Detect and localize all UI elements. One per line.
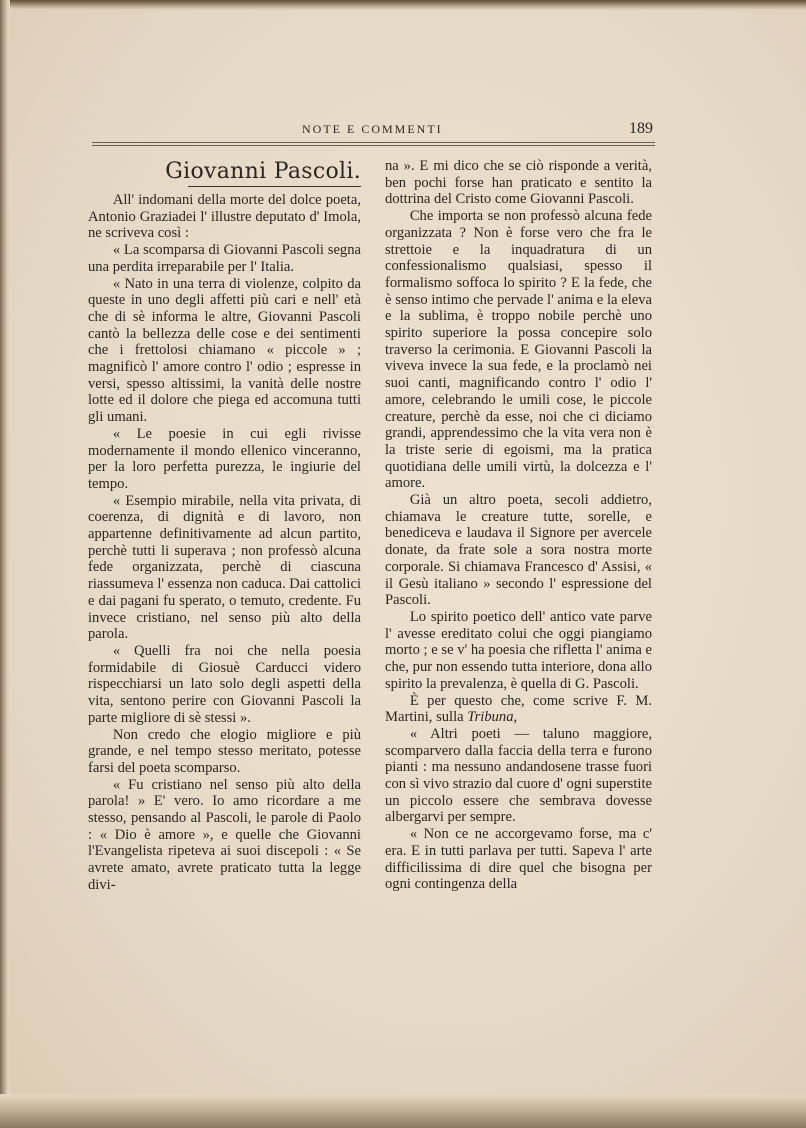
paragraph: All' indomani della morte del dolce poeta, Antonio Graziadei l' illustre deputato d' Imola, ne scriveva così : [88, 192, 361, 242]
article-heading: Giovanni Pascoli. [165, 159, 361, 184]
paragraph: Lo spirito poetico dell' antico vate parve l' avesse ereditato colui che oggi piangiamo morto ; e se v' ha poesia che rifletta l' anima e che, pur non essendo tutta interiore, dona allo spirito la prevalenza, è quella di G. Pascoli. [385, 608, 652, 692]
heading-rule [188, 186, 361, 187]
running-head [92, 116, 655, 146]
martini-intro-paragraph [385, 693, 652, 726]
page-left-edge [0, 0, 10, 1128]
page-top-edge [0, 0, 806, 10]
header-rule-double [92, 145, 655, 146]
paragraph: « Le poesie in cui egli rivisse modernamente il mondo ellenico vinceranno, per la loro perfetta purezza, le ingiurie del tempo. [88, 425, 361, 492]
paragraph: « Esempio mirabile, nella vita privata, di coerenza, di dignità e di lavoro, non appartenne definitivamente ad alcun partito, perchè tutti li superava ; non professò alcuna fede organizzata, perchè di ciascuna riassumeva l' essenza non caduca. Dai cattolici e dai pagani fu sperato, o temuto, credente. Fu invece cristiano, nel senso più alto della parola. [88, 492, 361, 643]
martini-intro-comma: , [513, 709, 518, 726]
page-bottom-edge [0, 1094, 806, 1128]
paragraph: « Altri poeti — taluno maggiore, scomparvero dalla faccia della terra e furono pianti : ma nessuno andandosene trasse fuori con sì vivo strazio dal cuore d' ogni superstite un piccolo essere che sembrava dovesse albergarvi per sempre. [385, 725, 652, 826]
paragraph: « Fu cristiano nel senso più alto della parola! » E' vero. Io amo ricordare a me stesso, pensando al Pascoli, le parole di Paolo : « Dio è amore », e quelle che Giovanni l'Evangelista ripeteva ai suoi discepoli : « Se avrete amato, avrete praticato tutta la legge divi- [88, 776, 361, 893]
running-head-title: NOTE E COMMENTI [302, 122, 443, 136]
left-column [88, 158, 361, 894]
page-number: 189 [629, 120, 653, 137]
paragraph: « Non ce ne accorgevamo forse, ma c' era. E in tutti parlava per tutti. Sapeva l' arte difficilissima di dire quel che bisogna per ogni contingenza della [385, 826, 652, 893]
paragraph: « Nato in una terra di violenze, colpito da queste in uno degli affetti più cari e nell' età che di sè informa le altre, Giovanni Pascoli cantò la bellezza delle cose e dei sentimenti che i frettolosi chiamano « piccole » ; magnificò l' amore contro l' odio ; espresse in versi, spesso altissimi, la vanità delle nostre lotte ed il dolore che piega ed accomuna tutti gli umani. [88, 275, 361, 426]
paragraph: Già un altro poeta, secoli addietro, chiamava le creature tutte, sorelle, e benediceva e laudava il Signore per avercele donate, da frate sole a sora nostra morte corporale. Si chiamava Francesco d' Assisi, « il Gesù italiano » secondo l' espressione del Pascoli. [385, 492, 652, 609]
martini-intro-text: È per questo che, come scrive F. M. Martini, sulla [385, 692, 652, 726]
paragraph: « La scomparsa di Giovanni Pascoli segna una perdita irreparabile per l' Italia. [88, 242, 361, 275]
tribuna-title: Tribuna [467, 709, 514, 726]
paragraph: « Quelli fra noi che nella poesia formidabile di Giosuè Carducci videro rispecchiarsi un lato solo degli aspetti della vita, sentono perire con Giovanni Pascoli la parte migliore di sè stessi ». [88, 642, 361, 726]
paragraph: Che importa se non professò alcuna fede organizzata ? Non è forse vero che fra le strettoie e la inquadratura di un confessionalismo qualsiasi, spesso il formalismo soffoca lo spirito ? E la fede, che è senso intimo che pervade l' anima e la eleva e la sublima, è troppo nobile perchè uno spirito superiore la possa concepire solo traverso la cerimonia. E Giovanni Pascoli la viveva invece la sua fede, e la proclamò nei suoi canti, magnificando contro l' odio l' amore, celebrando le umili cose, le piccole creature, perchè da esse, noi che ci diciamo grandi, apprendessimo che la vita vera non è la triste serie di egoismi, ma la pratica quotidiana delle umili virtù, la dolcezza e l' amore. [385, 208, 652, 492]
right-column [385, 158, 652, 893]
paragraph: na ». E mi dico che se ciò risponde a verità, ben pochi forse han praticato e sentito la dottrina del Cristo come Giovanni Pascoli. [385, 158, 652, 208]
header-rule [92, 142, 655, 143]
paragraph: Non credo che elogio migliore e più grande, e nel tempo stesso meritato, potesse farsi del poeta scomparso. [88, 726, 361, 776]
